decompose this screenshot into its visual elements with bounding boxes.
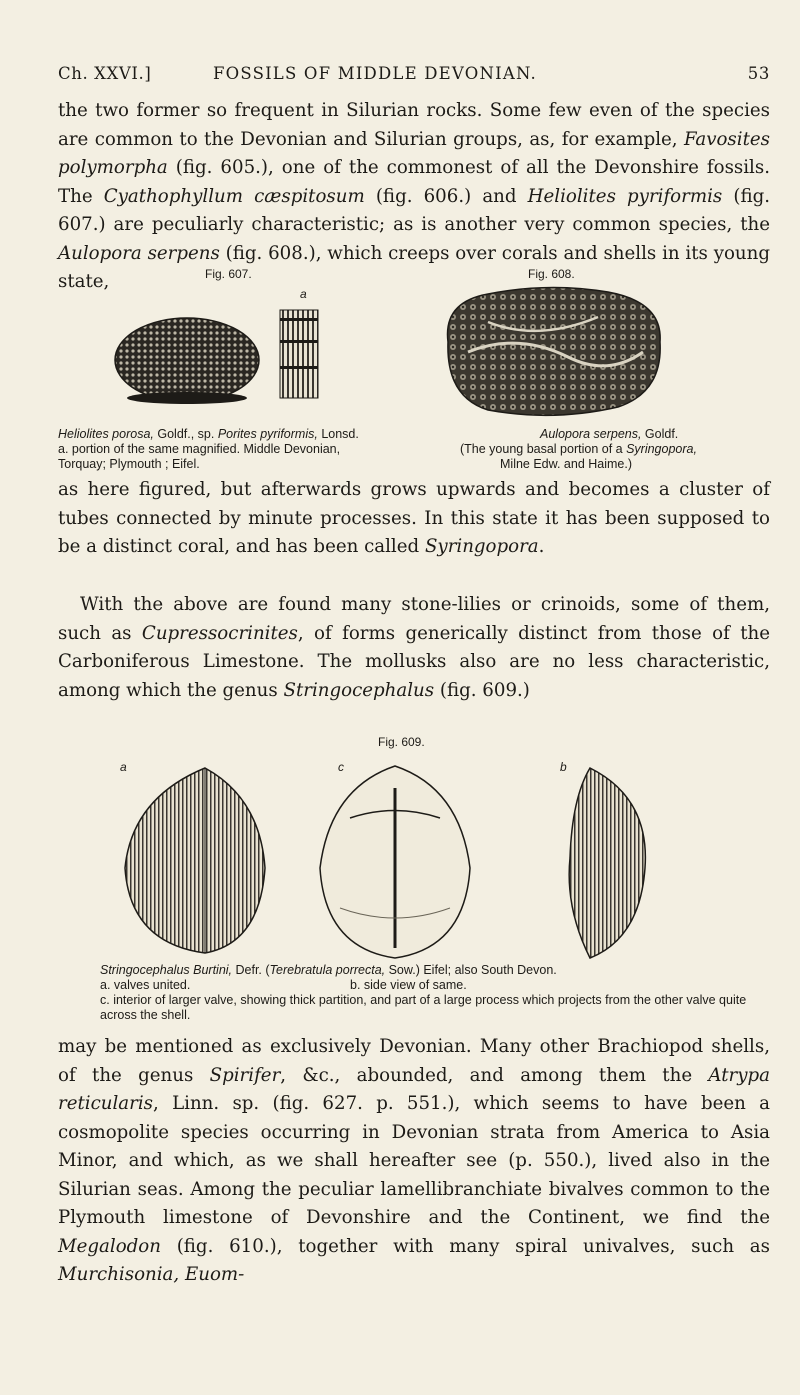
text: as here figured, but afterwards grows upwards and becomes a cluster of tubes connected by minute processes. In this state it has been supposed to be a distinct coral, and has been called (58, 479, 770, 557)
caption-text: Sow.) Eifel; also South Devon. (385, 963, 557, 977)
text: (fig. 606.) and (364, 185, 528, 207)
text: the two former so frequent in Silurian rocks. Some few even of the species are common to the Devonian and Silurian groups, as, for example, (58, 100, 770, 150)
paragraph-1 (58, 97, 770, 297)
caption-text: Lonsd. (317, 427, 359, 441)
fig-608-label: Fig. 608. (528, 267, 575, 281)
fig-609-sublabel-c: c (338, 760, 344, 774)
text: . (538, 536, 545, 557)
paragraph-4 (58, 1033, 770, 1290)
caption-text: (The young basal portion of a (460, 442, 627, 456)
caption-note-a: a. valves united. (100, 978, 191, 992)
paragraph-3 (58, 591, 770, 705)
caption-species: Stringocephalus Burtini, (100, 963, 233, 977)
text: (fig. 610.), together with many spiral univalves, such as (160, 1235, 770, 1257)
fig-609-label: Fig. 609. (378, 735, 425, 749)
fig-609-caption (100, 963, 750, 1023)
fig-609-illustration (110, 758, 690, 963)
caption-species: Porites pyriformis, (217, 427, 318, 441)
text: , Linn. sp. (fig. 627. p. 551.), which seems to have been a cosmopolite species occurring in Devonian strata from America to Asia Minor, and which, as we shall hereafter see (p. 550.), lived also in the Silurian seas. Among the peculiar lamellibranchiate bivalves common to the Plymouth limestone of Devonshire and the Continent, we find the (58, 1093, 770, 1228)
text: (fig. 608.), which creeps over corals and shells in its young state, (58, 242, 770, 292)
fig-607-sublabel: a (300, 287, 307, 301)
text: (fig. 609.) (434, 679, 530, 701)
genus-name: Syringopora (424, 536, 539, 557)
caption-note: a. portion of the same magnified. Middle Devonian, Torquay; Plymouth ; Eifel. (58, 442, 341, 471)
genus-name: Megalodon (58, 1235, 161, 1257)
running-title: FOSSILS OF MIDDLE DEVONIAN. (213, 64, 537, 83)
fig-607-caption (58, 427, 378, 472)
text: may be mentioned as exclusively Devonian. Many other Brachiopod shells, of the genus (58, 1036, 770, 1086)
caption-species: Syringopora, (626, 442, 697, 456)
caption-note-c: c. interior of larger valve, showing thick partition, and part of a large process which projects from the other valve quite across the shell. (100, 993, 747, 1022)
text: , of forms generically distinct from those of the Carboniferous Limestone. The mollusks also are no less characteristic, among which the genus (58, 622, 770, 701)
fig-608-illustration (428, 282, 678, 422)
chapter-label: Ch. XXVI.] (58, 64, 152, 83)
text: (fig. 607.) are peculiarly characteristic; as is another very common species, the (58, 185, 771, 235)
caption-species: Heliolites porosa, (58, 427, 154, 441)
genus-name: Cupressocrinites (141, 622, 298, 644)
species-name: Heliolites pyriformis (527, 185, 723, 207)
fig-607-label: Fig. 607. (205, 267, 252, 281)
running-header (58, 64, 770, 94)
caption-text: Goldf., sp. (153, 427, 218, 441)
caption-text: Defr. ( (232, 963, 270, 977)
fig-609-sublabel-a: a (120, 760, 127, 774)
species-name: Favosites polymorpha (58, 128, 770, 178)
caption-species: Terebratula porrecta, (269, 963, 386, 977)
species-name: Aulopora serpens (58, 242, 220, 264)
fig-607-illustration (112, 300, 382, 410)
genus-name: Murchisonia, Euom- (58, 1264, 245, 1285)
caption-text: Milne Edw. and Haime.) (500, 457, 633, 471)
fig-608-caption (460, 427, 770, 472)
page-number: 53 (747, 64, 770, 83)
text: , &c., abounded, and among them the (280, 1064, 709, 1086)
text: With the above are found many stone-lilies or crinoids, some of them, such as (58, 594, 770, 644)
text: (fig. 605.), one of the commonest of all the Devonshire fossils. The (58, 157, 770, 207)
paragraph-2 (58, 476, 770, 562)
caption-note-b: b. side view of same. (350, 978, 467, 992)
caption-text: Goldf. (641, 427, 679, 441)
fig-609-sublabel-b: b (560, 760, 567, 774)
genus-name: Spirifer (209, 1064, 281, 1086)
genus-name: Stringocephalus (283, 679, 435, 701)
species-name: Cyathophyllum cæspitosum (103, 185, 365, 207)
species-name: Atrypa reticularis (58, 1064, 770, 1114)
caption-species: Aulopora serpens, (540, 427, 642, 441)
